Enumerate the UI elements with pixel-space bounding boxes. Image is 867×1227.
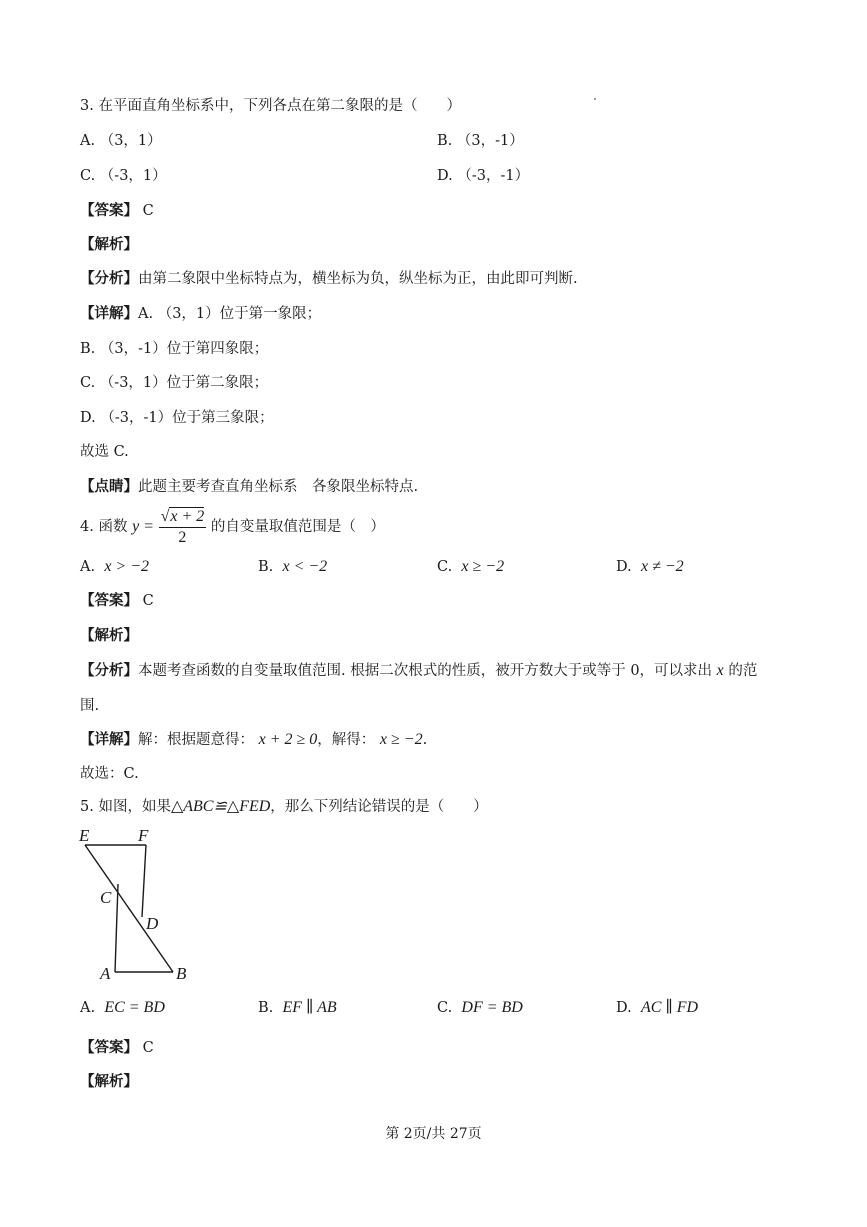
page-footer: 第 2页/共 27页 xyxy=(385,1126,482,1142)
q5-option-a: A. EC = BD xyxy=(80,999,165,1016)
q3-option-b: B. （3，-1） xyxy=(437,133,524,149)
q3-option-c: C. （-3，1） xyxy=(80,168,167,184)
q4-fenxi-line2: 围. xyxy=(80,698,100,714)
q3-analysis-tag: 【解析】 xyxy=(80,236,138,253)
q3-detail-d: D. （-3，-1）位于第三象限； xyxy=(80,410,274,426)
scan-speck xyxy=(594,98,596,100)
triangle-figure xyxy=(72,822,202,987)
q5-option-b: B. EF ∥ AB xyxy=(258,999,337,1016)
figure-label-e: E xyxy=(79,826,90,845)
q3-dianjing: 【点睛】此题主要考查直角坐标系 各象限坐标特点. xyxy=(80,478,419,495)
q3-conclusion: 故选 C. xyxy=(80,444,129,460)
q4-option-c: C. x ≥ −2 xyxy=(437,558,505,575)
q3-detail-a: 【详解】A. （3，1）位于第一象限； xyxy=(80,305,322,322)
figure-label-c: C xyxy=(100,888,112,907)
q5-answer: 【答案】 C xyxy=(80,1039,154,1056)
q5-option-d: D. AC ∥ FD xyxy=(616,999,699,1016)
q4-fraction: $\frac{√x + 2}{2}$ xyxy=(160,507,205,546)
q4-stem: 4. 函数 y = $\frac{√x + 2}{2}$ 的自变量取值范围是（ ） xyxy=(80,507,385,546)
q4-detail: 【详解】解：根据题意得： x + 2 ≥ 0，解得： x ≥ −2. xyxy=(80,731,428,748)
q4-analysis-tag: 【解析】 xyxy=(80,627,138,644)
q4-conclusion: 故选：C. xyxy=(80,766,139,782)
figure-edge-fd xyxy=(142,845,146,917)
q4-option-d: D. x ≠ −2 xyxy=(616,558,684,575)
figure-edge-ac xyxy=(115,884,118,972)
figure-label-f: F xyxy=(138,826,149,845)
figure-label-d: D xyxy=(146,914,159,933)
q4-option-b: B. x < −2 xyxy=(258,558,328,575)
q3-option-a: A. （3，1） xyxy=(80,133,162,149)
q3-detail-c: C. （-3，1）位于第二象限； xyxy=(80,375,269,391)
q3-option-d: D. （-3，-1） xyxy=(437,168,530,184)
q4-answer: 【答案】 C xyxy=(80,592,154,609)
q4-option-a: A. x > −2 xyxy=(80,558,150,575)
figure-label-b: B xyxy=(176,964,187,983)
q3-stem: 3. 在平面直角坐标系中，下列各点在第二象限的是（ ） xyxy=(80,98,461,114)
q3-answer: 【答案】 C xyxy=(80,202,154,219)
figure-edge-eb xyxy=(85,845,173,972)
q5-option-c: C. DF = BD xyxy=(437,999,523,1016)
q5-stem: 5. 如图，如果△ABC≌△FED，那么下列结论错误的是（ ） xyxy=(80,798,488,815)
q3-fenxi: 【分析】由第二象限中坐标特点为，横坐标为负，纵坐标为正，由此即可判断. xyxy=(80,270,578,287)
q3-detail-b: B. （3，-1）位于第四象限； xyxy=(80,341,269,357)
figure-label-a: A xyxy=(100,964,111,983)
q5-analysis-tag: 【解析】 xyxy=(80,1073,138,1090)
q4-fenxi-line1: 【分析】本题考查函数的自变量取值范围. 根据二次根式的性质，被开方数大于或等于 0，可以求出 x 的范 xyxy=(80,662,758,679)
